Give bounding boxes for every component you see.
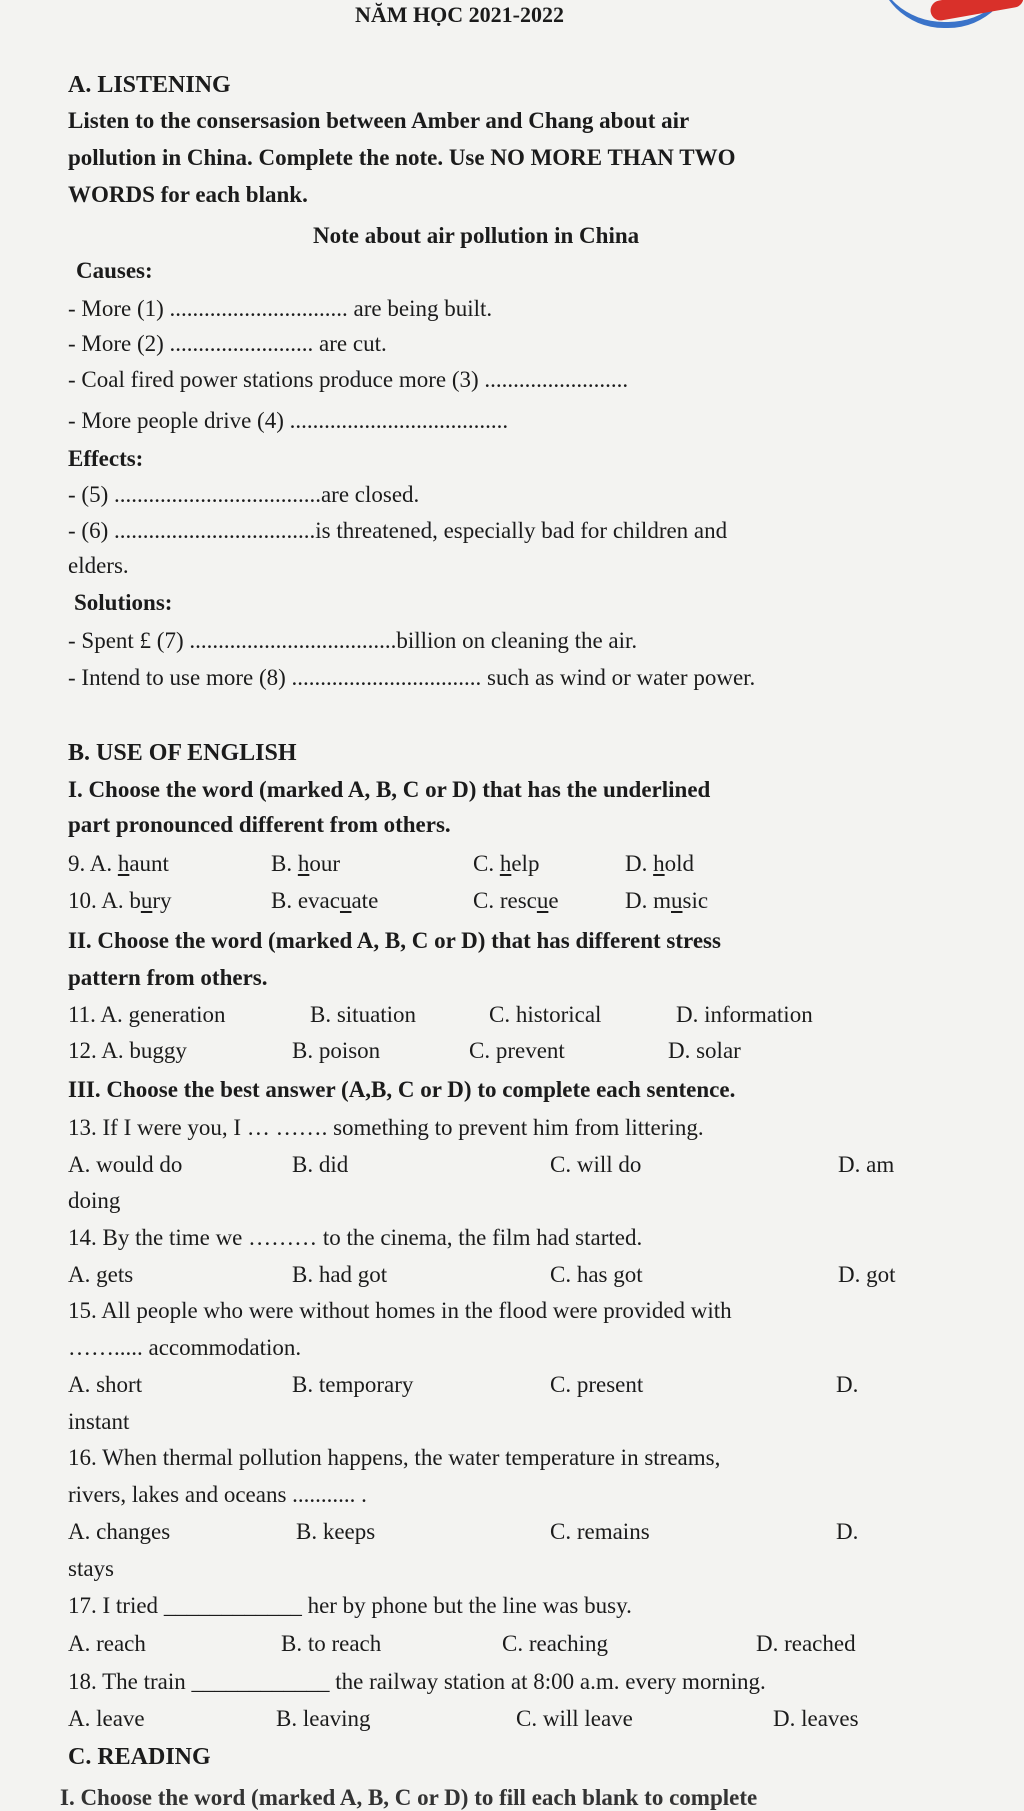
q15-option-b: B. temporary	[292, 1372, 414, 1397]
q9-option-a: 9. A. haunt	[68, 851, 169, 876]
q16-option-b: B. keeps	[296, 1519, 376, 1544]
q16-option-d-wrap: stays	[68, 1556, 114, 1581]
solution-8: - Intend to use more (8) ................................. such as wind or water power.	[68, 665, 756, 690]
effect-5: - (5) ....................................are closed.	[68, 482, 420, 507]
q16-option-d: D.	[836, 1519, 859, 1544]
q13-option-c: C. will do	[550, 1152, 642, 1177]
q9-option-b: B. hour	[271, 851, 341, 876]
q14-option-a: A. gets	[68, 1262, 134, 1287]
q12-option-d: D. solar	[668, 1038, 741, 1063]
q17-option-d: D. reached	[756, 1631, 856, 1656]
q9-option-d: D. hold	[625, 851, 695, 876]
q16-option-a: A. changes	[68, 1519, 171, 1544]
reading-heading: C. READING	[68, 1744, 211, 1770]
q14-option-d: D. got	[838, 1262, 896, 1287]
q17-option-c: C. reaching	[502, 1631, 609, 1656]
q15-option-d-wrap: instant	[68, 1409, 130, 1434]
q18-option-a: A. leave	[68, 1706, 145, 1731]
q13-stem: 13. If I were you, I … ……. something to prevent him from littering.	[68, 1115, 704, 1140]
effect-6: - (6) ...................................is threatened, especially bad for children and	[68, 518, 728, 543]
q18-stem: 18. The train ____________ the railway station at 8:00 a.m. every morning.	[68, 1669, 766, 1694]
q17-option-a: A. reach	[68, 1631, 146, 1656]
q16-option-c: C. remains	[550, 1519, 650, 1544]
q13-option-b: B. did	[292, 1152, 349, 1177]
q14-stem: 14. By the time we ……… to the cinema, the film had started.	[68, 1225, 643, 1250]
q15-option-a: A. short	[68, 1372, 143, 1397]
cause-3: - Coal fired power stations produce more (3) .........................	[68, 367, 629, 392]
causes-label: Causes:	[76, 258, 153, 283]
q15-stem-line-2: ……..... accommodation.	[68, 1335, 302, 1360]
q11-option-d: D. information	[676, 1002, 813, 1027]
q17-stem: 17. I tried ____________ her by phone but the line was busy.	[68, 1593, 632, 1618]
q18-blank: ____________	[191, 1669, 330, 1694]
note-title: Note about air pollution in China	[313, 223, 640, 248]
q17-blank: ____________	[163, 1593, 302, 1618]
effects-label: Effects:	[68, 446, 144, 471]
q18-option-d: D. leaves	[773, 1706, 859, 1731]
q18-option-b: B. leaving	[276, 1706, 371, 1731]
q18-option-c: C. will leave	[516, 1706, 633, 1731]
q15-option-d: D.	[836, 1372, 859, 1397]
q11-option-a: 11. A. generation	[68, 1002, 226, 1027]
part-2-instruction-line-2: pattern from others.	[68, 965, 268, 990]
q15-stem-line-1: 15. All people who were without homes in the flood were provided with	[68, 1298, 732, 1323]
school-year: NĂM HỌC 2021-2022	[355, 2, 564, 27]
q14-option-b: B. had got	[292, 1262, 388, 1287]
q17-option-b: B. to reach	[281, 1631, 382, 1656]
q16-stem-line-1: 16. When thermal pollution happens, the water temperature in streams,	[68, 1445, 721, 1470]
q10-option-b: B. evacuate	[271, 888, 379, 913]
solution-7: - Spent £ (7) ....................................billion on cleaning the air.	[68, 628, 638, 653]
cause-4: - More people drive (4) ......................................	[68, 408, 509, 433]
q10-option-c: C. rescue	[473, 888, 559, 913]
reading-instruction-cut-off: I. Choose the word (marked A, B, C or D) to fill each blank to complete	[60, 1785, 758, 1810]
part-1-instruction-line-2: part pronounced different from others.	[68, 812, 451, 837]
q11-option-b: B. situation	[310, 1002, 417, 1027]
cause-2: - More (2) ......................... are cut.	[68, 331, 387, 356]
q16-stem-line-2: rivers, lakes and oceans ........... .	[68, 1482, 367, 1507]
q15-option-c: C. present	[550, 1372, 644, 1397]
solutions-label: Solutions:	[74, 590, 173, 615]
q10-option-a: 10. A. bury	[68, 888, 172, 913]
listening-heading: A. LISTENING	[68, 72, 231, 98]
q12-option-c: C. prevent	[469, 1038, 565, 1063]
q11-option-c: C. historical	[489, 1002, 602, 1027]
q14-option-c: C. has got	[550, 1262, 643, 1287]
q12-option-b: B. poison	[292, 1038, 381, 1063]
listening-instruction-line-3: WORDS for each blank.	[68, 182, 308, 207]
use-of-english-heading: B. USE OF ENGLISH	[68, 740, 297, 766]
part-3-instruction: III. Choose the best answer (A,B, C or D) to complete each sentence.	[68, 1077, 736, 1102]
q13-option-d-wrap: doing	[68, 1188, 121, 1213]
cause-1: - More (1) ............................... are being built.	[68, 296, 493, 321]
q10-option-d: D. music	[625, 888, 709, 913]
q13-option-d: D. am	[838, 1152, 895, 1177]
q9-option-c: C. help	[473, 851, 540, 876]
listening-instruction-line-1: Listen to the consersasion between Amber and Chang about air	[68, 108, 690, 133]
part-2-instruction-line-1: II. Choose the word (marked A, B, C or D) that has different stress	[68, 928, 721, 953]
listening-instruction-line-2: pollution in China. Complete the note. Use NO MORE THAN TWO	[68, 145, 736, 170]
q12-option-a: 12. A. buggy	[68, 1038, 187, 1063]
effect-6-wrap: elders.	[68, 553, 129, 578]
q13-option-a: A. would do	[68, 1152, 183, 1177]
part-1-instruction-line-1: I. Choose the word (marked A, B, C or D) that has the underlined	[68, 777, 711, 802]
